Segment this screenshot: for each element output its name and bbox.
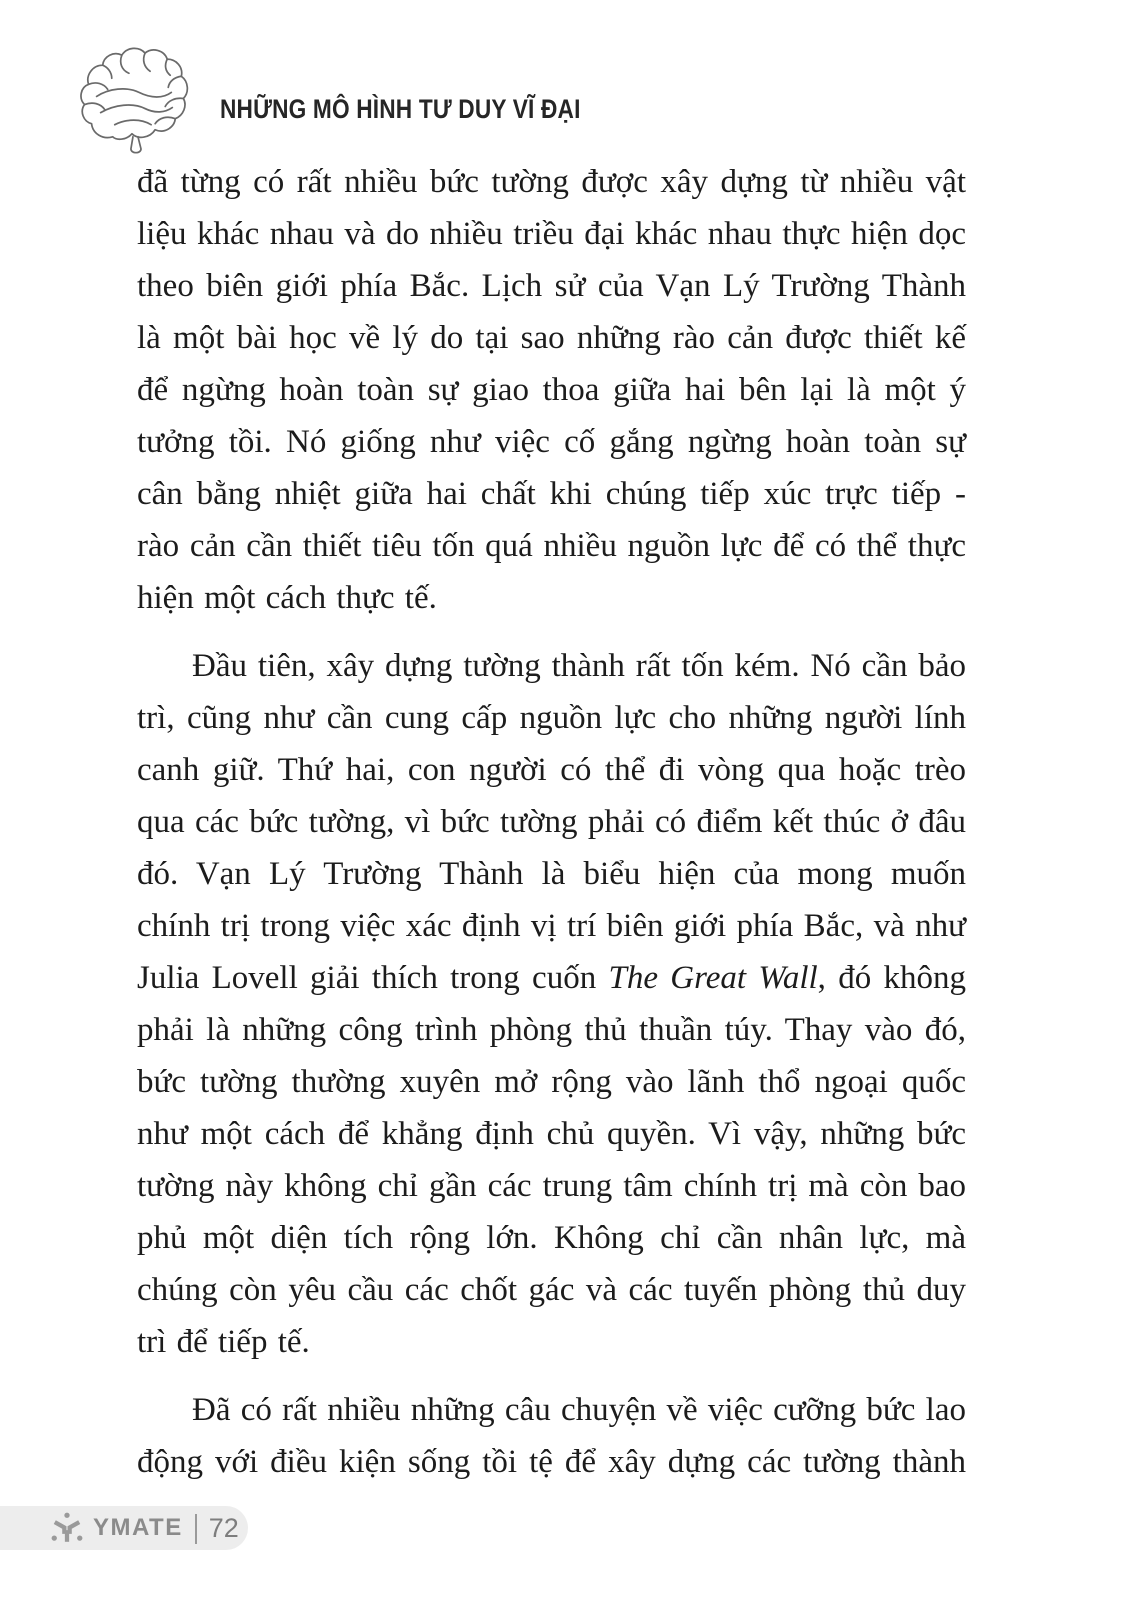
paragraph-2 [137,640,966,1368]
body-text [137,156,966,1504]
ymate-logo-icon [50,1511,84,1545]
footer-page-pill [0,1506,248,1550]
paragraph-1: đã từng có rất nhiều bức tường được xây dựng từ nhiều vật liệu khác nhau và do nhiều triều đại khác nhau thực hiện dọc theo biên giới phía Bắc. Lịch sử của Vạn Lý Trường Thành là một bài học về lý do tại sao những rào cản được thiết kế để ngừng hoàn toàn sự giao thoa giữa hai bên lại là một ý tưởng tồi. Nó giống như việc cố gắng ngừng hoàn toàn sự cân bằng nhiệt giữa hai chất khi chúng tiếp xúc trực tiếp - rào cản cần thiết tiêu tốn quá nhiều nguồn lực để có thể thực hiện một cách thực tế. [137,164,966,616]
paragraph-3: Đã có rất nhiều những câu chuyện về việc cưỡng bức lao động với điều kiện sống tồi tệ để xây dựng các tường thành [137,1392,966,1480]
book-title-italic: The Great Wall [608,960,818,996]
page-number: 72 [208,1513,239,1543]
paragraph-2-text: Đầu tiên, xây dựng tường thành rất tốn kém. Nó cần bảo trì, cũng như cần cung cấp nguồn lực cho những người lính canh giữ. Thứ hai, con người có thể đi vòng qua hoặc trèo qua các bức tường, vì bức tường phải có điểm kết thúc ở đâu đó. Vạn Lý Trường Thành là biểu hiện của mong muốn chính trị trong việc xác định vị trí biên giới phía Bắc, và như Julia Lovell giải thích trong cuốn [137,648,966,996]
paragraph-2-text-cont: , đó không phải là những công trình phòng thủ thuần túy. Thay vào đó, bức tường thường xuyên mở rộng vào lãnh thổ ngoại quốc như một cách để khẳng định chủ quyền. Vì vậy, những bức tường này không chỉ gần các trung tâm chính trị mà còn bao phủ một diện tích rộng lớn. Không chỉ cần nhân lực, mà chúng còn yêu cầu các chốt gác và các tuyến phòng thủ duy trì để tiếp tế. [137,960,967,1360]
footer-divider [195,1514,197,1544]
brain-icon [74,44,206,160]
footer-brand-label: YMATE [93,1514,183,1541]
book-title-header: NHỮNG MÔ HÌNH TƯ DUY VĨ ĐẠI [220,94,581,124]
